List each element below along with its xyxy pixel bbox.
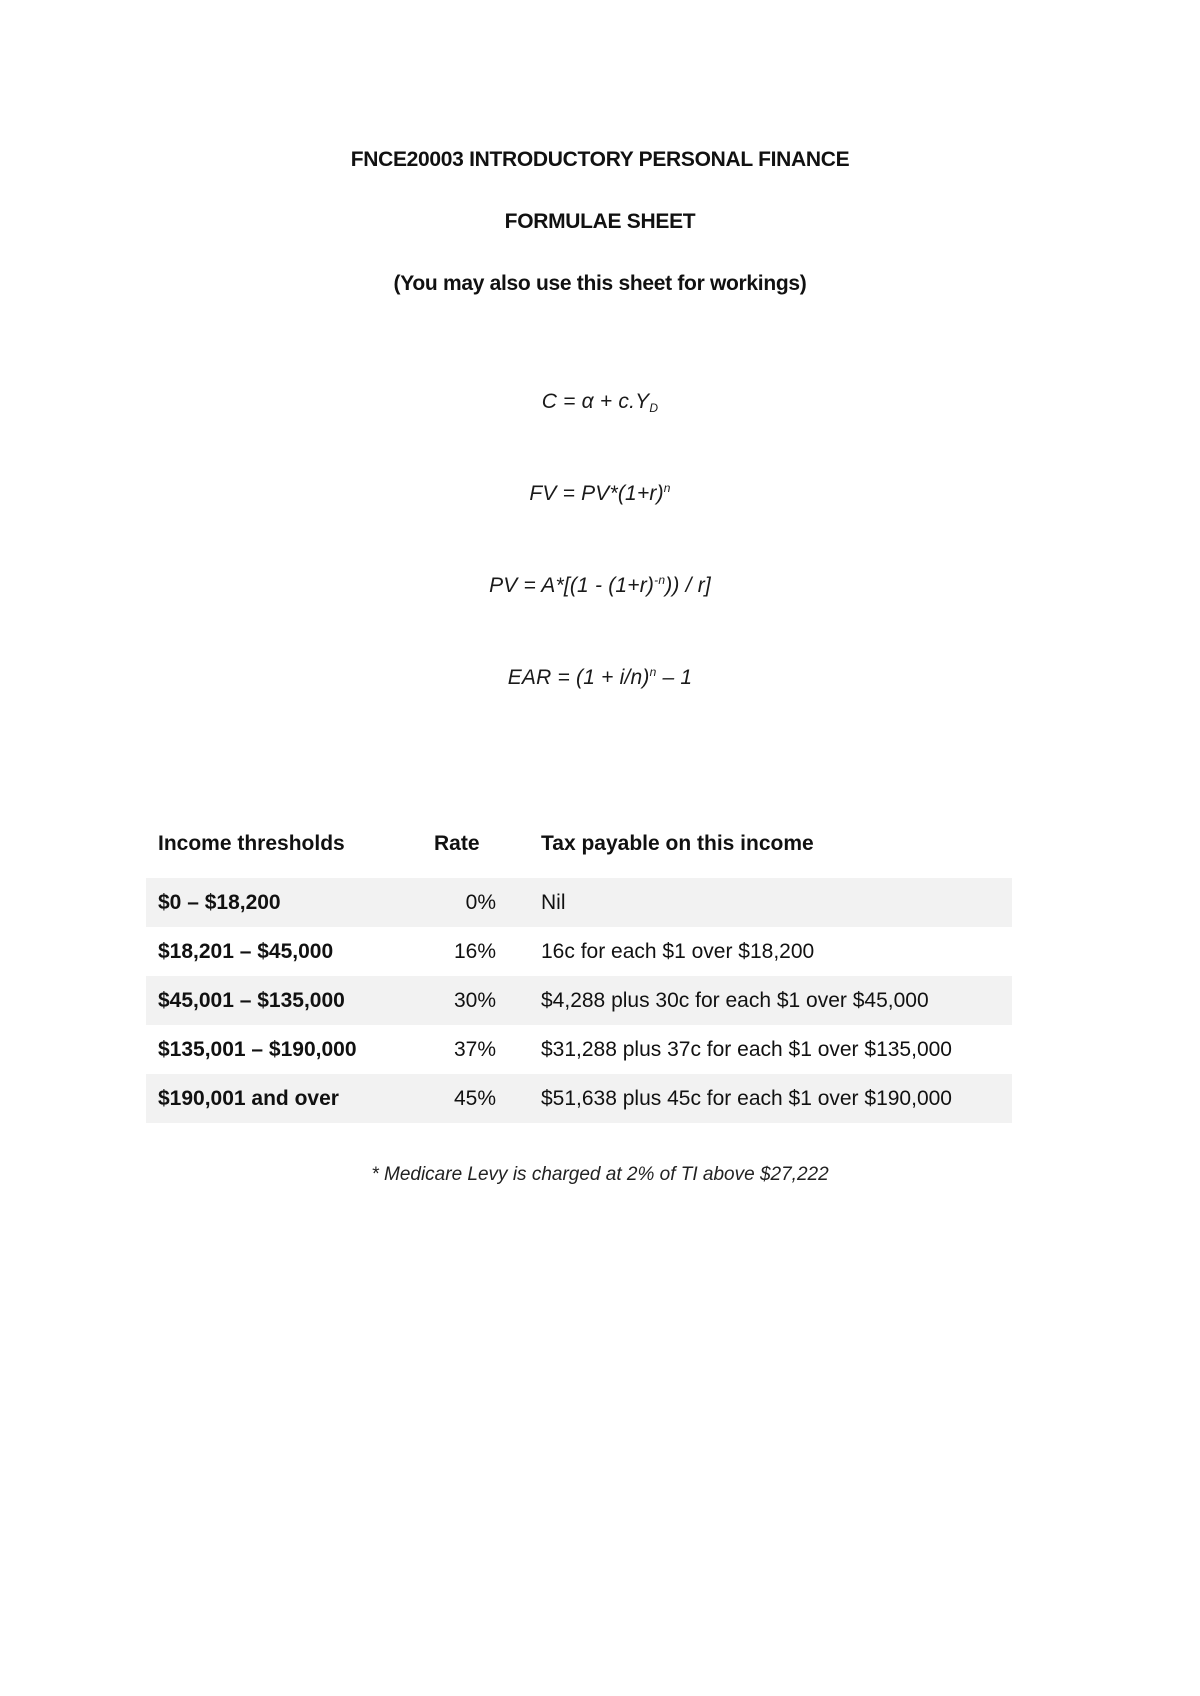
consumption-formula-subscript: D bbox=[649, 401, 659, 415]
table-row bbox=[146, 878, 1012, 927]
table-row bbox=[146, 1074, 1012, 1123]
table-row bbox=[146, 927, 1012, 976]
future-value-formula-exponent: n bbox=[663, 481, 671, 495]
future-value-formula-main: FV = PV*(1+r) bbox=[529, 482, 664, 505]
table-row bbox=[146, 1025, 1012, 1074]
table-row bbox=[146, 976, 1012, 1025]
tax-table-header bbox=[146, 822, 1012, 878]
income-threshold-cell: $45,001 – $135,000 bbox=[158, 989, 345, 1012]
tax-payable-cell: Nil bbox=[541, 891, 566, 914]
income-thresholds-header: Income thresholds bbox=[158, 832, 345, 855]
present-value-formula bbox=[0, 574, 1200, 598]
tax-payable-cell: $51,638 plus 45c for each $1 over $190,000 bbox=[541, 1087, 952, 1110]
sheet-title: FORMULAE SHEET bbox=[504, 210, 696, 233]
income-threshold-cell: $190,001 and over bbox=[158, 1087, 339, 1110]
sheet-instruction: (You may also use this sheet for workings) bbox=[393, 272, 807, 295]
tax-rates-table bbox=[146, 822, 1012, 1123]
rate-cell: 30% bbox=[453, 989, 496, 1012]
course-title: FNCE20003 INTRODUCTORY PERSONAL FINANCE bbox=[350, 148, 850, 171]
tax-payable-header: Tax payable on this income bbox=[541, 832, 814, 855]
ear-formula-pre: EAR = (1 + i/n) bbox=[507, 666, 650, 689]
ear-formula-exponent: n bbox=[649, 665, 657, 679]
income-threshold-cell: $135,001 – $190,000 bbox=[158, 1038, 357, 1061]
income-threshold-cell: $18,201 – $45,000 bbox=[158, 940, 334, 963]
rate-cell: 37% bbox=[453, 1038, 496, 1061]
present-value-formula-pre: PV = A*[(1 - (1+r) bbox=[489, 574, 655, 597]
consumption-formula bbox=[0, 390, 1200, 414]
rate-cell: 16% bbox=[453, 940, 496, 963]
consumption-formula-main: C = α + c.Y bbox=[541, 390, 650, 413]
tax-payable-cell: 16c for each $1 over $18,200 bbox=[541, 940, 815, 963]
tax-payable-cell: $31,288 plus 37c for each $1 over $135,000 bbox=[541, 1038, 952, 1061]
tax-payable-cell: $4,288 plus 30c for each $1 over $45,000 bbox=[541, 989, 929, 1012]
medicare-levy-footnote: * Medicare Levy is charged at 2% of TI above $27,222 bbox=[371, 1164, 829, 1185]
rate-header: Rate bbox=[434, 832, 480, 855]
ear-formula bbox=[0, 666, 1200, 690]
income-threshold-cell: $0 – $18,200 bbox=[158, 891, 281, 914]
future-value-formula bbox=[0, 482, 1200, 506]
rate-cell: 0% bbox=[465, 891, 496, 914]
ear-formula-post: – 1 bbox=[656, 666, 693, 689]
rate-cell: 45% bbox=[453, 1087, 496, 1110]
present-value-formula-post: )) / r] bbox=[665, 574, 711, 597]
present-value-formula-exponent: -n bbox=[654, 573, 666, 587]
